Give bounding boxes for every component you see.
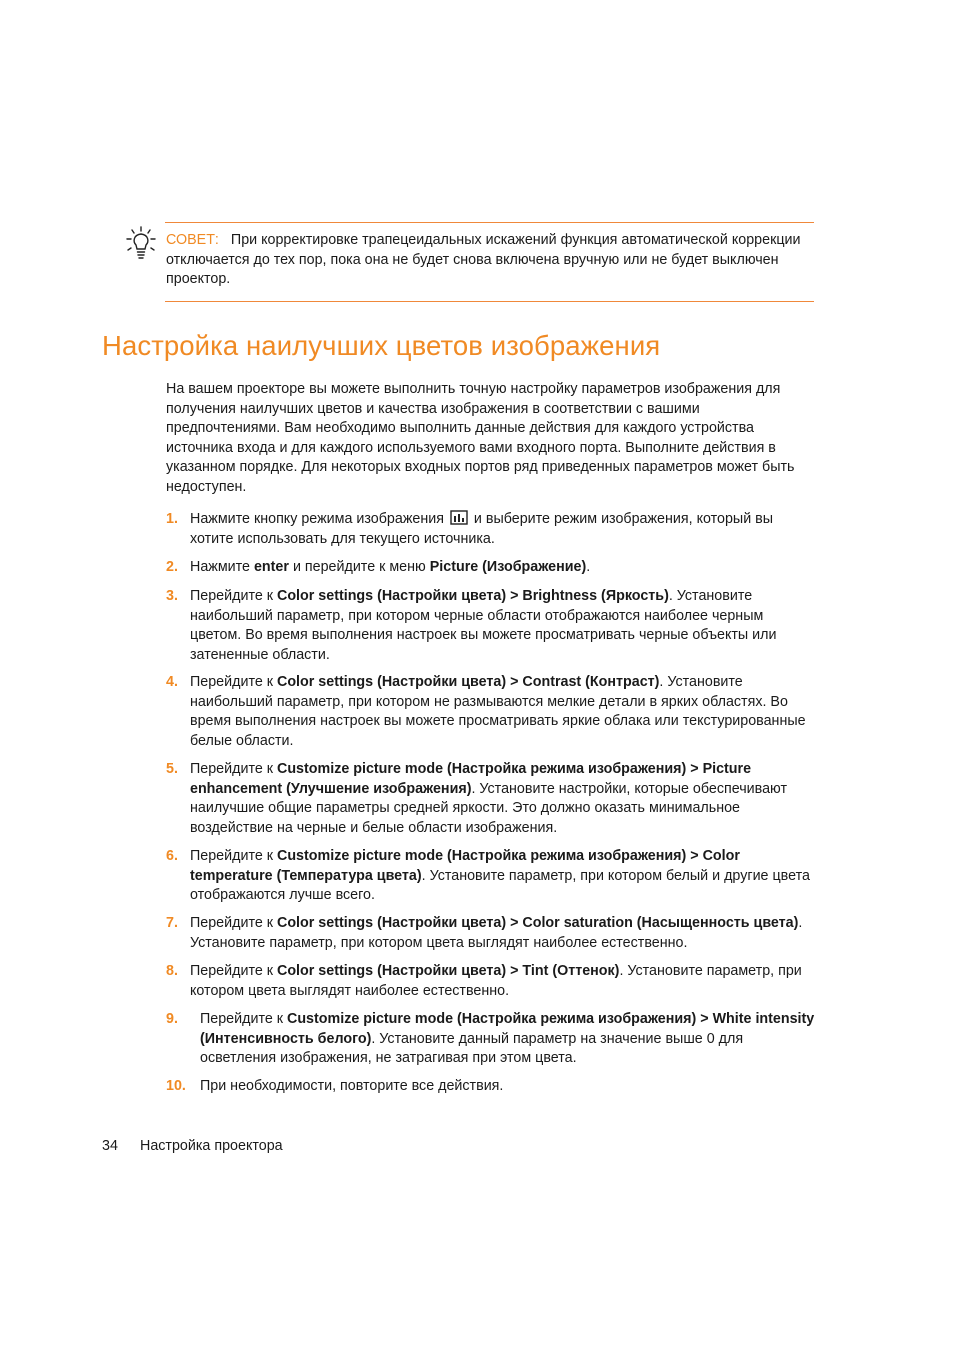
step-number: 2. <box>166 559 178 575</box>
enter-key-label: enter <box>253 559 289 575</box>
step-number: 3. <box>166 588 178 604</box>
lightbulb-icon <box>124 226 158 262</box>
menu-path: Color settings (Настройки цвета) > Brightness (Яркость) <box>277 588 669 604</box>
step-5 <box>166 760 816 838</box>
step-number: 6. <box>166 848 178 864</box>
step-number: 8. <box>166 963 178 979</box>
tip-box <box>166 231 806 290</box>
step-text: . Установите параметр, при котором цвета выглядят наиболее естественно. <box>190 963 802 999</box>
step-text: . Установите наибольший параметр, при котором черные области отображаются наиболее черным цветом. Во время выполнения настроек вы можете просматривать черные объекты или затененные области. <box>190 588 777 663</box>
step-number: 7. <box>166 915 178 931</box>
footer-section-title: Настройка проектора <box>140 1138 283 1154</box>
tip-text: При корректировке трапецеидальных искажений функция автоматической коррекции отключается до тех пор, пока она не будет снова включена вручную или не будет выключен проектор. <box>166 232 801 287</box>
step-6 <box>166 847 816 906</box>
step-text: Перейдите к <box>190 588 274 604</box>
intro-paragraph: На вашем проекторе вы можете выполнить точную настройку параметров изображения для получения наилучших цветов и качества изображения в соответствии с вашими предпочтениями. Вам необходимо выполнить данные действия для каждого устройства источника входа и для каждого используемого вами входного порта. Выполните действия в указанном порядке. Для некоторых входных портов ряд приведенных параметров может быть недоступен. <box>166 381 795 495</box>
tip-top-rule <box>165 222 814 223</box>
step-text: Перейдите к <box>190 915 274 931</box>
step-text: Перейдите к <box>190 674 274 690</box>
tip-bottom-rule <box>165 301 814 302</box>
step-1 <box>166 510 816 549</box>
menu-path: Customize picture mode (Настройка режима изображения) > Picture enhancement (Улучшение изображения) <box>190 761 752 797</box>
menu-path: Customize picture mode (Настройка режима изображения) > Color temperature (Температура цвета) <box>190 848 740 884</box>
menu-path: Customize picture mode (Настройка режима изображения) > White intensity (Интенсивность белого) <box>200 1011 815 1047</box>
step-text: При необходимости, повторите все действия. <box>200 1078 504 1094</box>
step-number: 9. <box>166 1011 178 1027</box>
step-text: и выберите режим изображения, который вы хотите использовать для текущего источника. <box>190 511 774 547</box>
tip-label: СОВЕТ: <box>166 232 219 248</box>
step-text: . Установите данный параметр на значение выше 0 для осветления изображения, не затрагивая при этом цвета. <box>200 1030 744 1066</box>
step-text: . Установите параметр, при котором цвета выглядят наиболее естественно. <box>190 915 803 951</box>
step-10 <box>166 1077 816 1097</box>
step-9 <box>166 1010 816 1069</box>
step-text: . Установите параметр, при котором белый и другие цвета отображаются лучше всего. <box>190 867 810 903</box>
menu-path: Color settings (Настройки цвета) > Color saturation (Насыщенность цвета) <box>277 915 799 931</box>
step-text: и перейдите к меню <box>292 559 426 575</box>
step-number: 10. <box>166 1078 186 1094</box>
step-2 <box>166 558 816 578</box>
page-number: 34 <box>102 1138 118 1154</box>
step-number: 1. <box>166 511 178 527</box>
menu-path: Color settings (Настройки цвета) > Tint (Оттенок) <box>277 963 620 979</box>
step-text: . <box>586 559 591 575</box>
picture-mode-button-icon <box>450 510 468 525</box>
step-text: . Установите наибольший параметр, при котором не размываются мелкие детали в ярких областях. Во время выполнения настроек вы можете просматривать яркие облака или текстурированные белые области. <box>190 674 806 749</box>
step-text: Перейдите к <box>190 761 274 777</box>
menu-path: Picture (Изображение) <box>429 559 587 575</box>
menu-path: Color settings (Настройки цвета) > Contrast (Контраст) <box>277 674 660 690</box>
step-text: Нажмите <box>190 559 250 575</box>
step-7 <box>166 914 816 953</box>
section-heading: Настройка наилучших цветов изображения <box>102 330 661 361</box>
step-3 <box>166 587 816 665</box>
step-4 <box>166 673 816 751</box>
step-text: Перейдите к <box>190 963 274 979</box>
step-number: 4. <box>166 674 178 690</box>
step-text: Перейдите к <box>200 1011 284 1027</box>
step-text: . Установите настройки, которые обеспечивают наилучшие общие параметры средней яркости. Это должно оказать минимальное воздействие на черные и белые области изображения. <box>190 780 787 836</box>
step-8 <box>166 962 816 1001</box>
step-number: 5. <box>166 761 178 777</box>
step-text: Перейдите к <box>190 848 274 864</box>
step-text: Нажмите кнопку режима изображения <box>190 511 444 527</box>
